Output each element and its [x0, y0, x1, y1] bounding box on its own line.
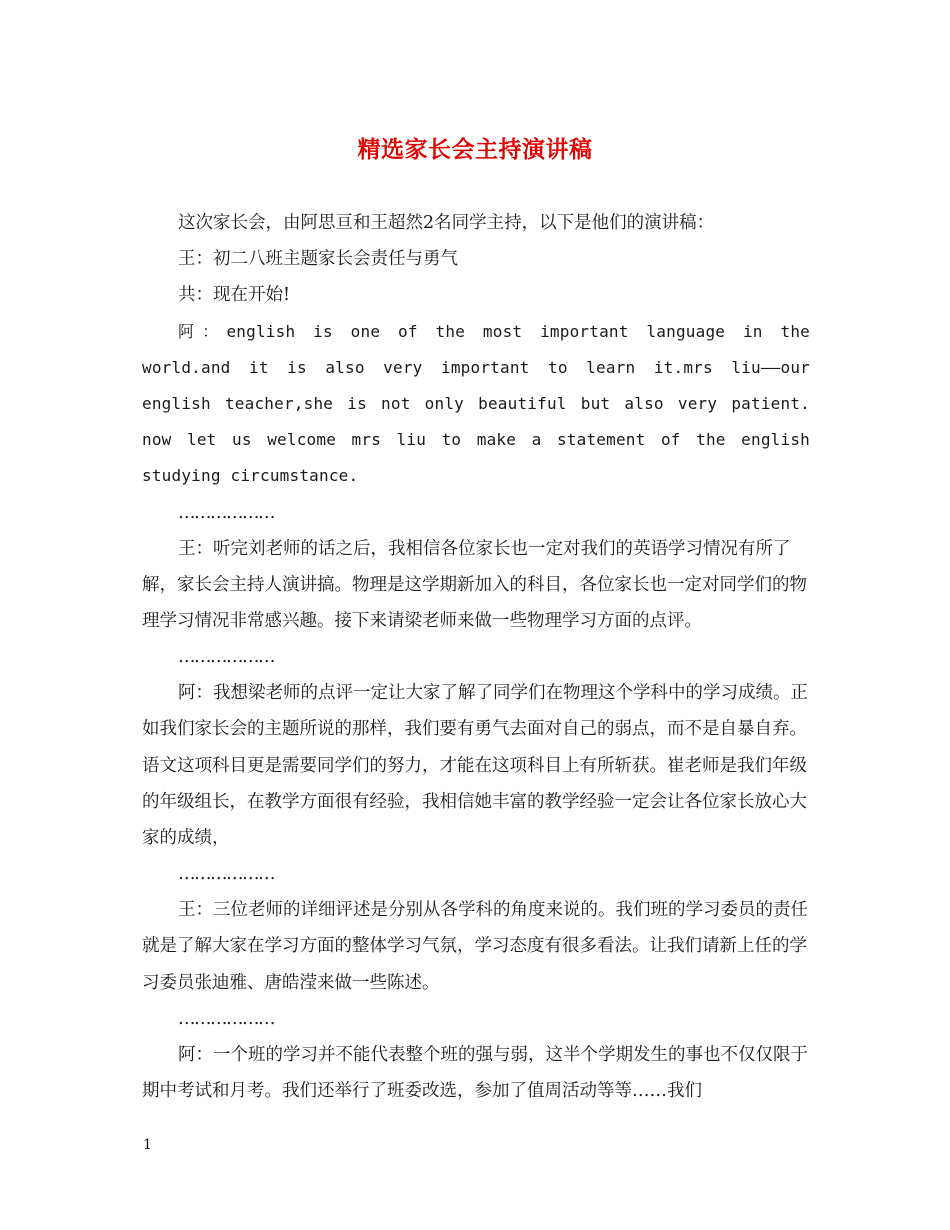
paragraph-a-english: 阿：english is one of the most important language in the world.and it is also very important to learn it.mrs liu——our english teacher,she is not only beautiful but also very patient. now let us welcome mrs liu to make a statement of the english studying circumstance.	[142, 321, 810, 486]
ellipsis-separator: ………………	[178, 647, 274, 668]
paragraph-wang-committee: 王：三位老师的详细评述是分别从各学科的角度来说的。我们班的学习委员的责任就是了解大家在学习方面的整体学习气氛，学习态度有很多看法。让我们请新上任的学习委员张迪雅、唐皓滢来做一些陈述。	[142, 900, 808, 993]
ellipsis-separator: ………………	[178, 864, 274, 885]
paragraph-a-chinese: 阿：我想梁老师的点评一定让大家了解了同学们在物理这个学科中的学习成绩。正如我们家长会的主题所说的那样，我们要有勇气去面对自己的弱点，而不是自暴自弃。语文这项科目更是需要同学们的努力，才能在这项科目上有所斩获。崔老师是我们年级的年级组长，在教学方面很有经验，我相信她丰富的教学经验一定会让各位家长放心大家的成绩，	[142, 683, 808, 849]
page-number: 1	[143, 1137, 152, 1153]
paragraph-a-semester: 阿：一个班的学习并不能代表整个班的强与弱，这半个学期发生的事也不仅仅限于期中考试和月考。我们还举行了班委改选，参加了值周活动等等……我们	[142, 1044, 808, 1102]
paragraph-intro: 这次家长会，由阿思亘和王超然2名同学主持，以下是他们的演讲稿：	[178, 213, 715, 233]
document-body	[142, 205, 810, 1109]
ellipsis-separator: ………………	[178, 1008, 274, 1029]
ellipsis-separator: ………………	[178, 502, 274, 523]
paragraph-wang-physics: 王：听完刘老师的话之后，我相信各位家长也一定对我们的英语学习情况有所了解，家长会主持人演讲搞。物理是这学期新加入的科目，各位家长也一定对同学们的物理学习情况非常感兴趣。接下来请梁老师来做一些物理学习方面的点评。	[142, 538, 807, 632]
document-title: 精选家长会主持演讲稿	[357, 136, 593, 163]
paragraph-together: 共：现在开始!	[178, 285, 291, 306]
paragraph-wang-opening: 王：初二八班主题家长会责任与勇气	[178, 249, 458, 270]
